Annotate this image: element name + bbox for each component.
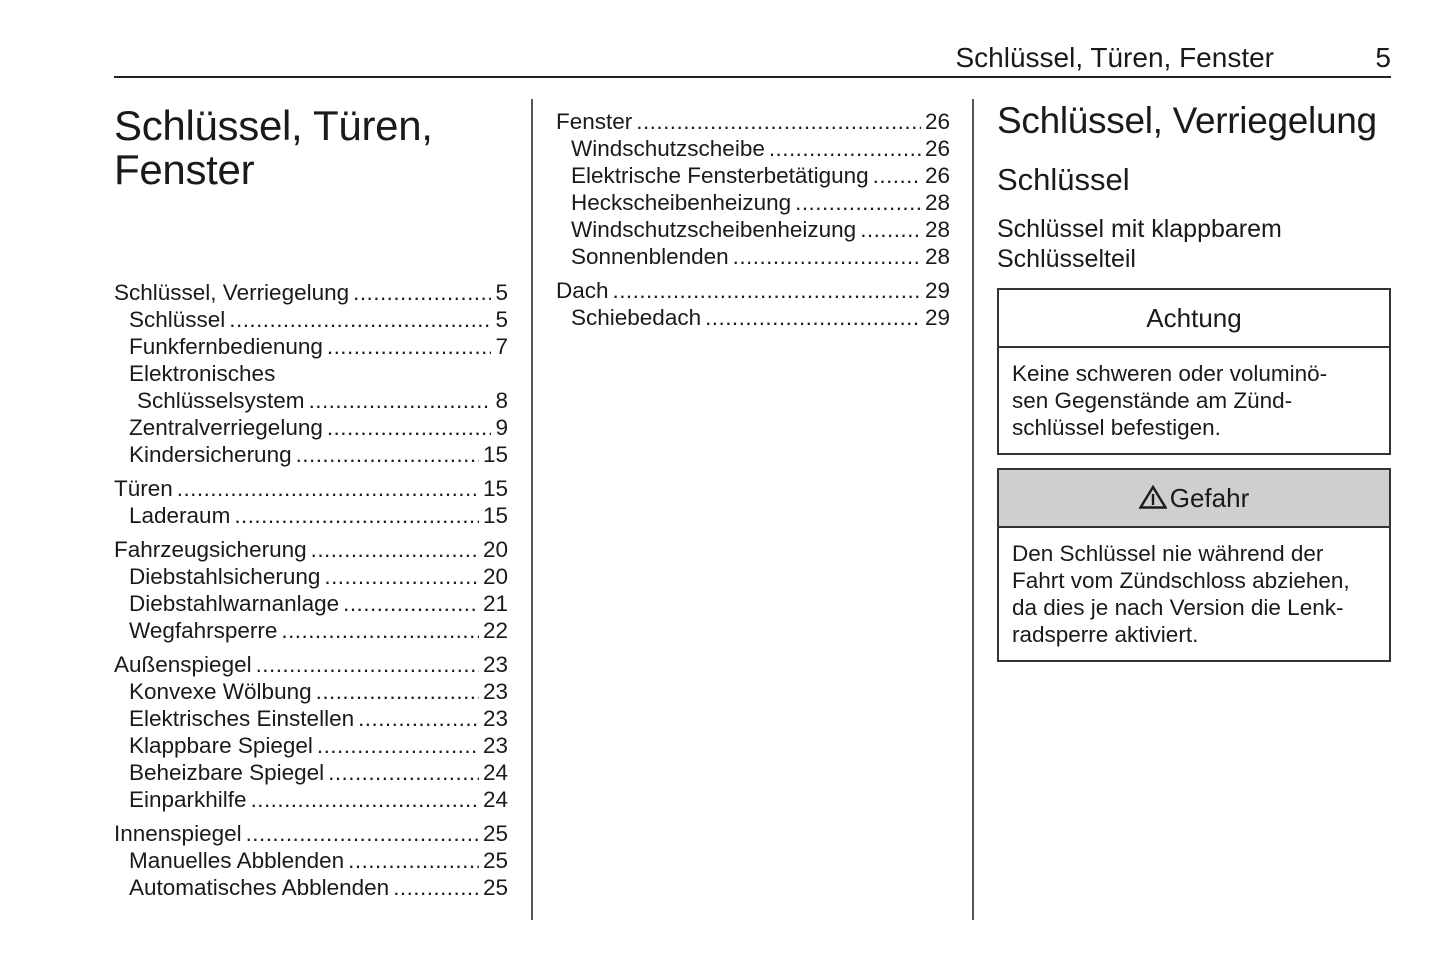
page-number: 5 [1375,42,1391,73]
toc-subentry[interactable] [114,759,508,786]
toc-leader-dots [296,441,479,468]
toc-page-number: 23 [482,679,508,704]
section-title: Schlüssel, Verriegelung [997,100,1377,141]
toc-page-number: 25 [482,821,508,846]
toc-leader-dots [256,651,479,678]
caution-body: Keine schweren oder voluminö- sen Gegenstände am Zünd- schlüssel befestigen. [1012,361,1328,440]
toc-label: Diebstahlsicherung [129,564,321,589]
toc-label: Einparkhilfe [129,787,247,812]
toc-page-number: 15 [482,476,508,501]
toc-label: Diebstahlwarnanlage [129,591,340,616]
toc-label: Wegfahrsperre [129,618,278,643]
toc-leader-dots [309,387,492,414]
toc-subentry[interactable] [556,216,950,243]
toc-page-number: 26 [924,109,950,134]
toc-group [114,651,508,813]
toc-leader-dots [251,786,479,813]
toc-group [114,536,508,644]
toc-label: Dach [556,278,609,303]
toc-subentry[interactable] [114,563,508,590]
running-title: Schlüssel, Türen, Fenster [955,42,1274,73]
toc-subentry[interactable] [114,306,508,333]
toc-label: Türen [114,476,173,501]
toc-subentry[interactable] [114,678,508,705]
toc-label: Außenspiegel [114,652,252,677]
subsubsection-title: Schlüssel mit klappbarem Schlüsselteil [997,215,1282,273]
toc-label: Sonnenblenden [571,244,729,269]
toc-subentry[interactable] [114,441,508,468]
toc-label: Konvexe Wölbung [129,679,312,704]
toc-label: Elektrisches Einstellen [129,706,355,731]
toc-page-number: 7 [495,334,508,359]
toc-leader-dots [229,306,491,333]
toc-page-number: 22 [482,618,508,643]
toc-label: Klappbare Spiegel [129,733,313,758]
toc-subentry[interactable] [114,333,508,360]
toc-page-number: 5 [495,280,508,305]
toc-leader-dots [873,162,921,189]
toc-leader-dots [705,304,921,331]
danger-notice [997,468,1391,662]
toc-leader-dots [177,475,479,502]
toc-subentry[interactable] [556,243,950,270]
column-divider-right [972,99,974,920]
toc-subentry[interactable] [114,617,508,644]
toc-page-number: 29 [924,278,950,303]
toc-leader-dots [860,216,921,243]
running-header [114,38,1391,78]
toc-subentry[interactable] [114,387,508,414]
toc-entry[interactable] [114,279,508,306]
toc-leader-dots [343,590,479,617]
toc-label: Elektrische Fensterbetätigung [571,163,869,188]
toc-page-number: 24 [482,760,508,785]
toc-leader-dots [317,732,479,759]
toc-subentry[interactable] [114,874,508,901]
toc-label: Automatisches Abblenden [129,875,390,900]
danger-header [999,470,1389,528]
toc-label: Windschutzscheibenheizung [571,217,857,242]
column-divider-left [531,99,533,920]
toc-label: Laderaum [129,503,231,528]
table-of-contents [114,279,508,901]
toc-leader-dots [348,847,479,874]
toc-page-number: 20 [482,537,508,562]
toc-label: Kindersicherung [129,442,292,467]
toc-subentry[interactable] [114,590,508,617]
toc-leader-dots [234,502,479,529]
toc-label: Innenspiegel [114,821,242,846]
toc-page-number: 5 [495,307,508,332]
toc-subentry[interactable] [114,705,508,732]
toc-page-number: 23 [482,733,508,758]
toc-label: Fenster [556,109,633,134]
toc-entry[interactable] [556,277,950,304]
toc-subentry[interactable] [114,360,508,387]
toc-label: Fahrzeugsicherung [114,537,307,562]
toc-subentry[interactable] [556,189,950,216]
toc-label: Manuelles Abblenden [129,848,345,873]
toc-subentry[interactable] [114,786,508,813]
toc-leader-dots [353,279,491,306]
toc-page-number: 23 [482,652,508,677]
toc-leader-dots [281,617,479,644]
toc-group [114,475,508,529]
toc-label: Schlüsselsystem [137,388,305,413]
toc-label: Schlüssel [129,307,226,332]
toc-group [114,279,508,468]
toc-page-number: 15 [482,503,508,528]
toc-leader-dots [324,563,479,590]
toc-subentry[interactable] [556,304,950,331]
toc-label: Beheizbare Spiegel [129,760,325,785]
caution-heading: Achtung [999,290,1389,348]
chapter-title: Schlüssel, Türen, Fenster [114,102,433,193]
toc-page-number: 28 [924,190,950,215]
toc-subentry[interactable] [114,414,508,441]
toc-group [556,108,950,270]
toc-page-number: 26 [924,136,950,161]
caution-notice [997,288,1391,455]
toc-page-number: 28 [924,217,950,242]
table-of-contents-continued [556,108,950,331]
toc-entry[interactable] [114,475,508,502]
toc-leader-dots [795,189,921,216]
toc-entry[interactable] [114,651,508,678]
toc-page-number: 25 [482,875,508,900]
toc-label: Windschutzscheibe [571,136,765,161]
toc-leader-dots [311,536,479,563]
toc-leader-dots [769,135,921,162]
toc-page-number: 8 [495,388,508,413]
subsection-title: Schlüssel [997,162,1130,197]
toc-page-number: 15 [482,442,508,467]
toc-page-number: 24 [482,787,508,812]
toc-leader-dots [327,333,492,360]
toc-entry[interactable] [556,108,950,135]
toc-group [556,277,950,331]
toc-subentry[interactable] [556,162,950,189]
content-column [997,99,1391,662]
toc-leader-dots [246,820,479,847]
toc-subentry[interactable] [114,732,508,759]
toc-column-left [114,99,508,908]
toc-group [114,820,508,901]
toc-label: Schiebedach [571,305,702,330]
toc-page-number: 9 [495,415,508,440]
toc-leader-dots [327,414,492,441]
toc-subentry[interactable] [114,502,508,529]
toc-leader-dots [316,678,479,705]
toc-leader-dots [733,243,921,270]
toc-subentry[interactable] [556,135,950,162]
toc-leader-dots [358,705,479,732]
toc-page-number: 29 [924,305,950,330]
toc-label: Funkfernbedienung [129,334,323,359]
danger-body: Den Schlüssel nie während der Fahrt vom Zündschloss abziehen, da dies je nach Version die Lenk- radsperre aktiviert. [1012,541,1350,647]
toc-entry[interactable] [114,820,508,847]
toc-page-number: 21 [482,591,508,616]
toc-page-number: 26 [924,163,950,188]
toc-column-middle [556,99,950,338]
toc-label: Elektronisches [129,361,276,386]
toc-page-number: 25 [482,848,508,873]
toc-label: Heckscheibenheizung [571,190,792,215]
danger-heading: Gefahr [1169,483,1250,513]
toc-leader-dots [636,108,921,135]
toc-label: Zentralverriegelung [129,415,323,440]
toc-page-number: 20 [482,564,508,589]
toc-subentry[interactable] [114,847,508,874]
toc-leader-dots [613,277,921,304]
warning-triangle-icon [1139,472,1167,528]
toc-leader-dots [393,874,479,901]
toc-page-number: 28 [924,244,950,269]
toc-label: Schlüssel, Verriegelung [114,280,350,305]
toc-entry[interactable] [114,536,508,563]
toc-leader-dots [328,759,479,786]
toc-page-number: 23 [482,706,508,731]
